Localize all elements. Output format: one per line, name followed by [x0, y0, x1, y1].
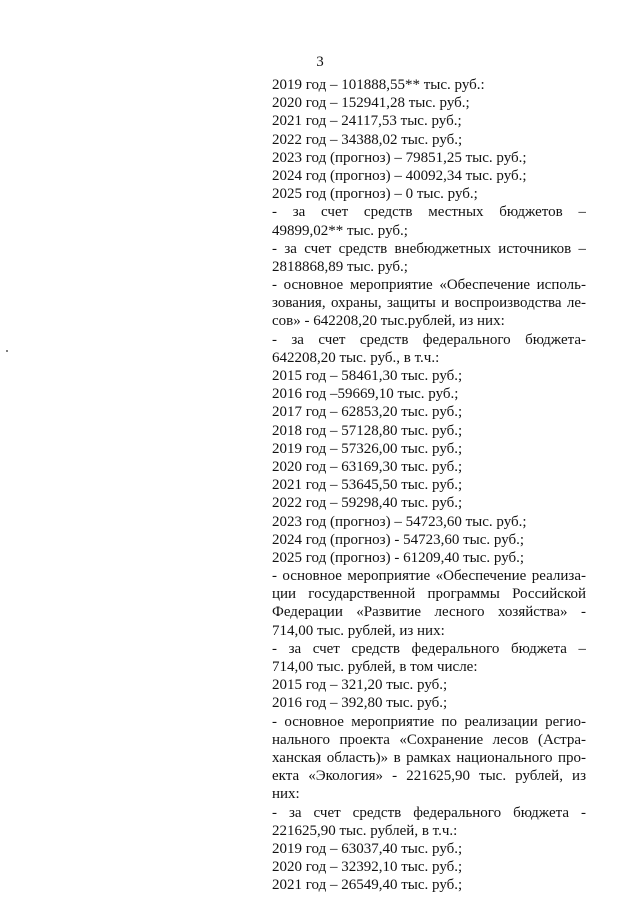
text-line: - за счет средств внебюджетных источников –	[272, 240, 586, 257]
text-line: 2016 год – 392,80 тыс. руб.;	[272, 695, 448, 712]
text-line: 49899,02** тыс. руб.;	[272, 222, 408, 239]
text-line: зования, охраны, защиты и воспроизводства ле-	[272, 295, 586, 312]
text-line: ции государственной программы Российской	[272, 586, 586, 603]
text-line: 2015 год – 321,20 тыс. руб.;	[272, 677, 448, 694]
text-line: 642208,20 тыс. руб., в т.ч.:	[272, 349, 440, 366]
text-line: 2020 год – 63169,30 тыс. руб.;	[272, 458, 463, 475]
text-line: сов» - 642208,20 тыс.рублей, из них:	[272, 313, 505, 330]
text-line: 2016 год –59669,10 тыс. руб.;	[272, 386, 459, 403]
text-line: 2019 год – 63037,40 тыс. руб.;	[272, 840, 463, 857]
text-line: 2025 год (прогноз) - 61209,40 тыс. руб.;	[272, 549, 525, 566]
text-line: 714,00 тыс. рублей, в том числе:	[272, 659, 478, 675]
text-line: 2021 год – 24117,53 тыс. руб.;	[272, 113, 462, 130]
text-line: - основное мероприятие по реализации регио-	[272, 713, 586, 730]
page-number: 3	[316, 54, 324, 70]
text-line: 2017 год – 62853,20 тыс. руб.;	[272, 404, 463, 421]
text-line: - за счет средств местных бюджетов –	[272, 204, 586, 221]
text-line: 221625,90 тыс. рублей, в т.ч.:	[272, 822, 458, 839]
text-line: 2818868,89 тыс. руб.;	[272, 258, 408, 275]
text-line: 2024 год (прогноз) – 40092,34 тыс. руб.;	[272, 167, 527, 184]
text-line: Федерации «Развитие лесного хозяйства» -	[272, 604, 586, 621]
text-line: нального проекта «Сохранение лесов (Астра-	[272, 731, 586, 748]
text-column	[272, 76, 586, 894]
text-line: - за счет средств федерального бюджета –	[272, 640, 586, 657]
text-line: 2024 год (прогноз) - 54723,60 тыс. руб.;	[272, 531, 525, 548]
scan-speck	[6, 350, 8, 352]
text-line: 2021 год – 53645,50 тыс. руб.;	[272, 477, 463, 494]
text-line: 2015 год – 58461,30 тыс. руб.;	[272, 368, 463, 384]
text-line: них:	[272, 786, 300, 803]
text-line: - за счет средств федерального бюджета -	[272, 804, 586, 821]
text-line: 2025 год (прогноз) – 0 тыс. руб.;	[272, 186, 478, 203]
text-line: - за счет средств федерального бюджета-	[272, 331, 586, 348]
text-line: 2019 год – 57326,00 тыс. руб.;	[272, 440, 463, 457]
text-line: 714,00 тыс. рублей, из них:	[272, 622, 445, 639]
text-line: 2020 год – 32392,10 тыс. руб.;	[272, 859, 463, 876]
text-line: 2022 год – 59298,40 тыс. руб.;	[272, 495, 463, 512]
text-line: 2020 год – 152941,28 тыс. руб.;	[272, 95, 470, 112]
text-line: 2023 год (прогноз) – 54723,60 тыс. руб.;	[272, 513, 527, 530]
text-line: - основное мероприятие «Обеспечение исполь-	[272, 277, 586, 294]
text-line: 2019 год – 101888,55** тыс. руб.:	[272, 77, 485, 93]
text-line: екта «Экология» - 221625,90 тыс. рублей, из	[272, 768, 586, 785]
text-line: - основное мероприятие «Обеспечение реализа-	[272, 568, 586, 585]
text-line: ханская область)» в рамках национального про-	[272, 749, 586, 766]
text-line: 2023 год (прогноз) – 79851,25 тыс. руб.;	[272, 149, 527, 166]
text-line: 2022 год – 34388,02 тыс. руб.;	[272, 131, 463, 148]
text-line: 2018 год – 57128,80 тыс. руб.;	[272, 422, 463, 439]
text-line: 2021 год – 26549,40 тыс. руб.;	[272, 877, 463, 894]
